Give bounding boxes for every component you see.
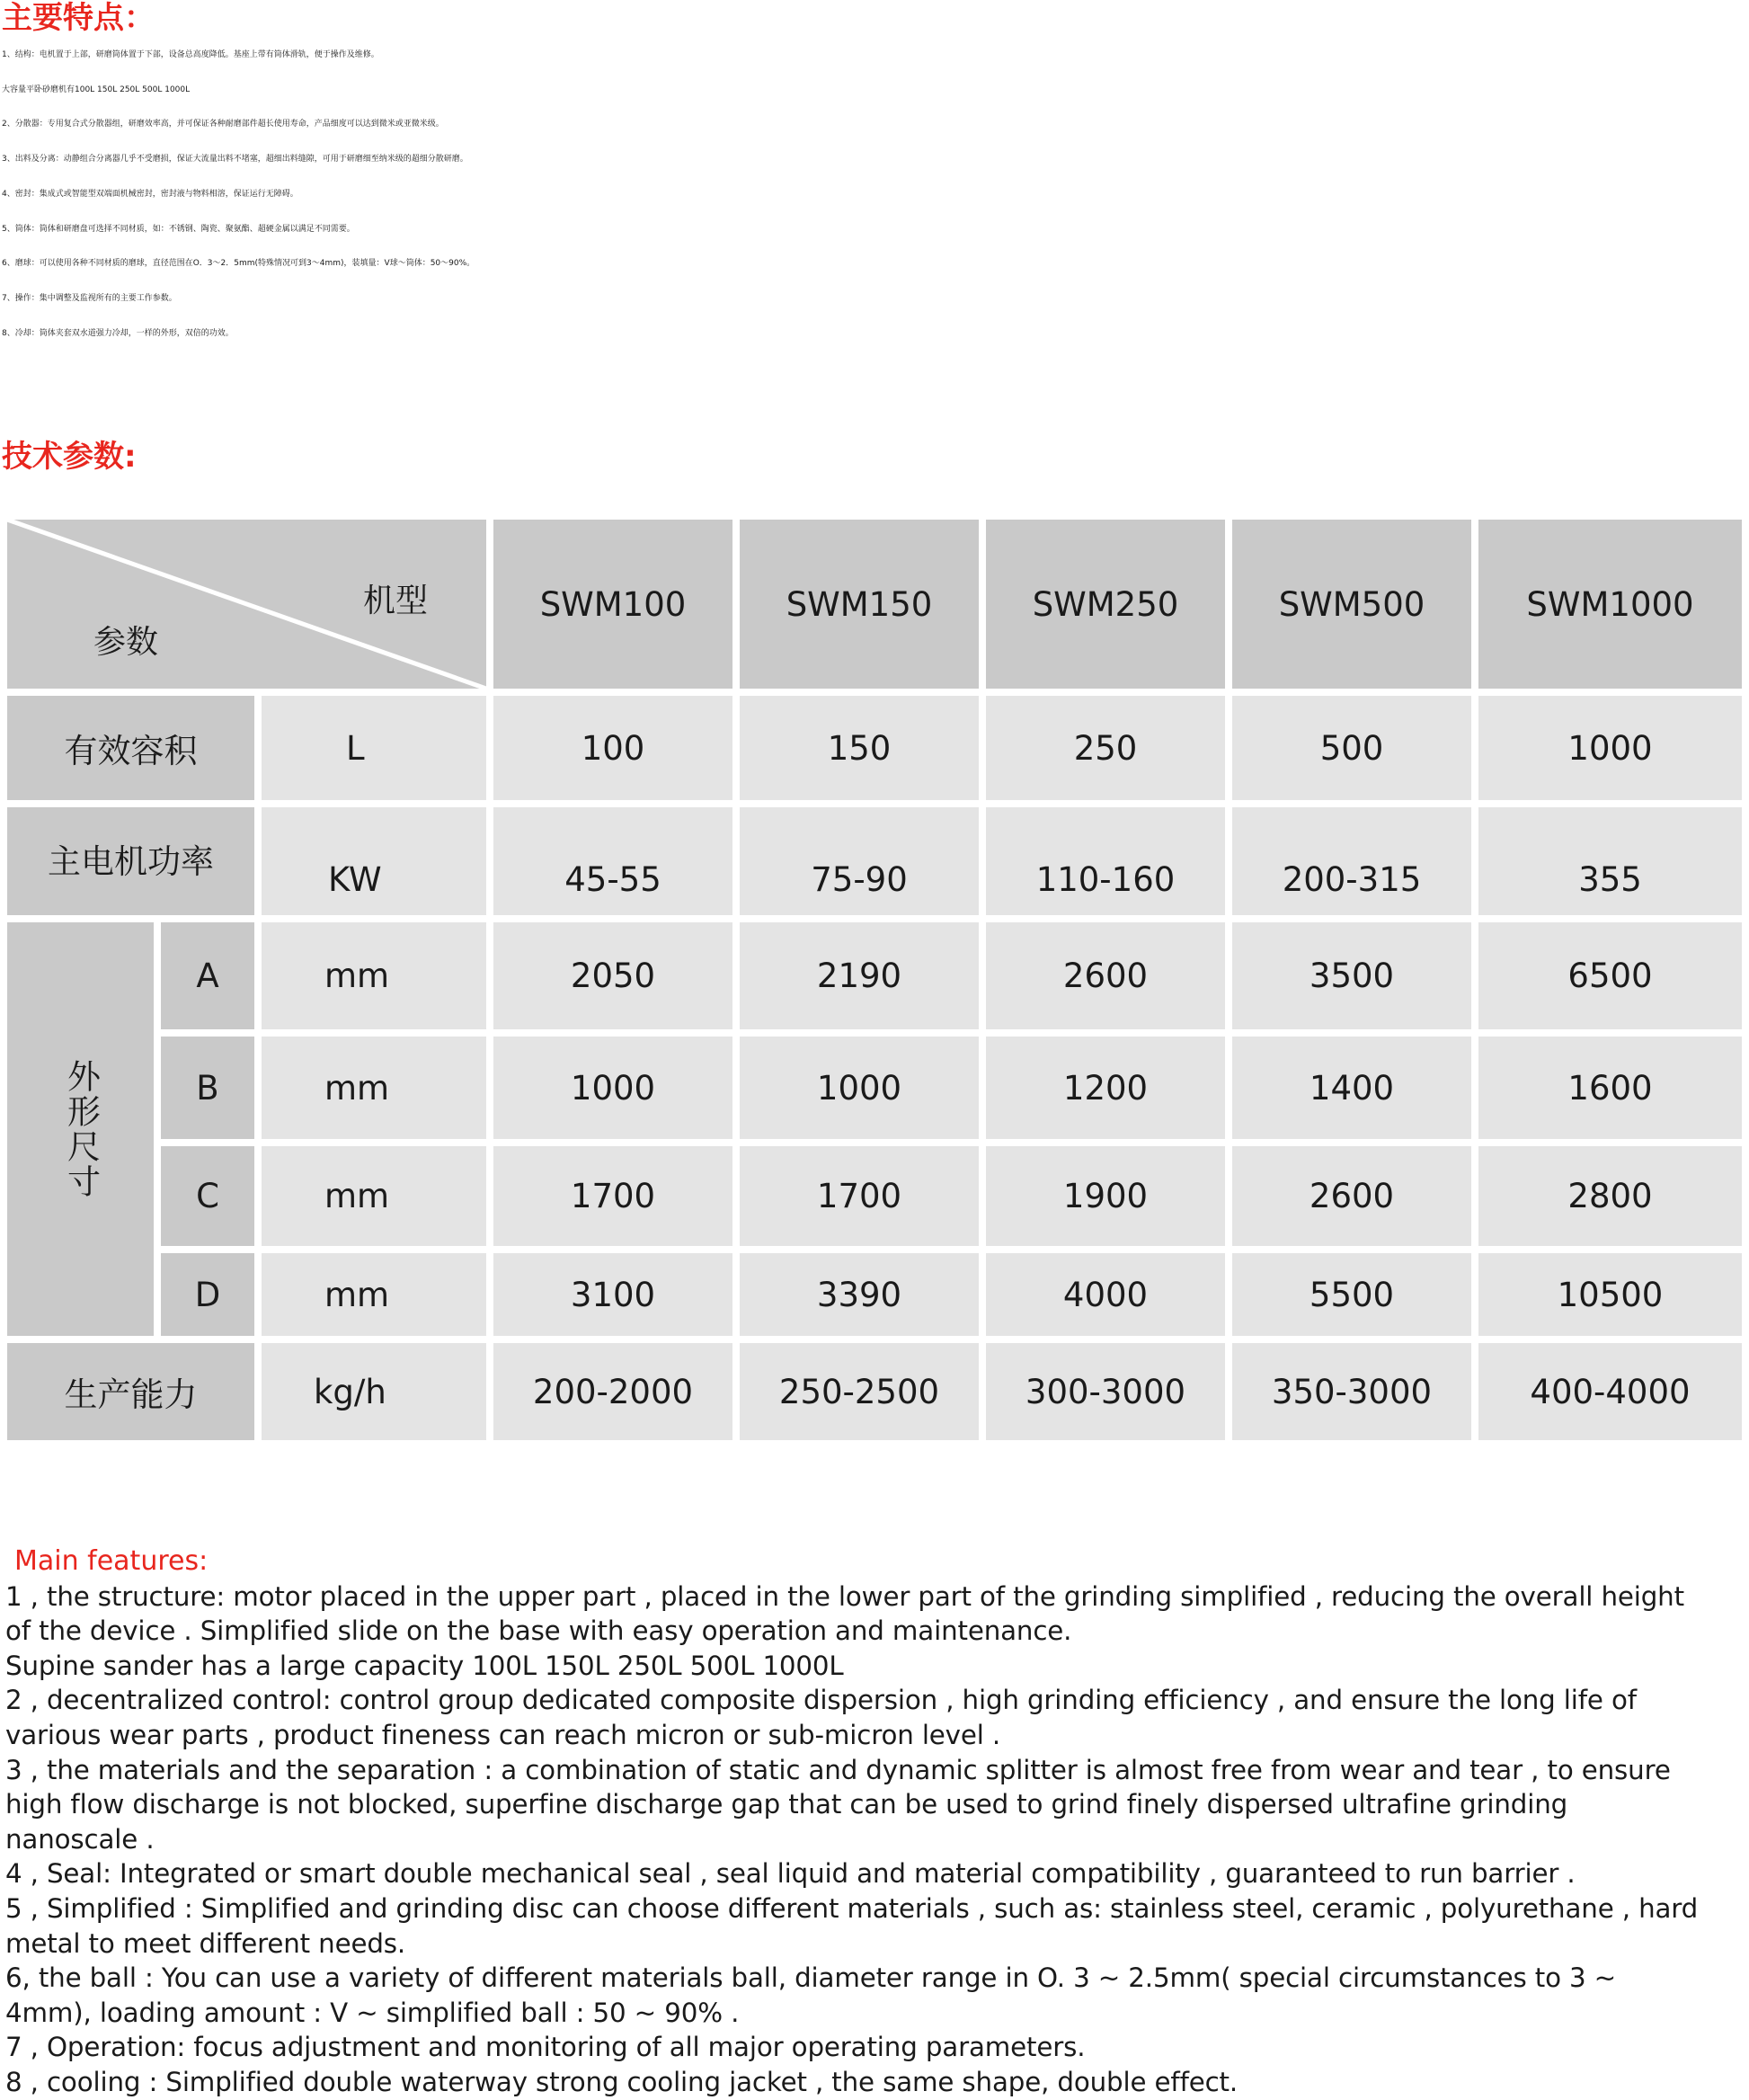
dim-key-text: B [196,1068,219,1108]
unit-text: mm [324,957,390,995]
value-cell [740,922,979,1029]
value-text: 250-2500 [778,1372,940,1411]
value-cell [740,1037,979,1139]
value-text: 2800 [1567,1177,1653,1215]
value-cell [740,1146,979,1246]
value-cell [493,922,732,1029]
value-cell [986,1037,1225,1139]
value-cell [986,696,1225,800]
value-cell [493,1343,732,1440]
value-text: 350-3000 [1271,1372,1433,1411]
value-cell [1232,1343,1471,1440]
value-text: 1700 [570,1177,656,1215]
value-text: 4000 [1062,1275,1149,1314]
row-label-text: 有效容积 [64,732,198,770]
value-text: 2600 [1062,957,1149,995]
value-cell [1478,1343,1742,1440]
value-cell [1478,1253,1742,1336]
dim-key-cell [161,922,254,1029]
value-text: 5500 [1309,1275,1395,1314]
feature-line-en: 2 , decentralized control: control group dedicated composite dispersion , high grinding efficiency , and ensure the long life of [5,1685,1637,1716]
unit-cell [262,922,486,1029]
value-text: 1000 [1567,728,1653,768]
value-text: 10500 [1557,1275,1664,1314]
value-cell [493,807,732,915]
value-text: 1600 [1567,1068,1653,1108]
model-name: SWM1000 [1526,584,1694,624]
unit-text: L [346,728,365,768]
corner-header [7,520,486,689]
value-cell [740,696,979,800]
feature-line-en: 4 , Seal: Integrated or smart double mechanical seal , seal liquid and material compatibility , guaranteed to run barrier . [5,1858,1576,1890]
feature-line-en: metal to meet different needs. [5,1927,406,1959]
model-header [1232,520,1471,689]
unit-cell [262,1037,486,1139]
feature-line: 3、出料及分离：动静组合分离器几乎不受磨损，保证大流量出料不堵塞，超细出料缝隙，可用于研磨细至纳米级的超细分散研磨。 [2,155,468,165]
param-axis-label: 参数 [93,624,159,661]
unit-text: kg/h [314,1372,386,1411]
value-text: 1700 [816,1177,902,1215]
features-heading-en: Main features: [14,1545,209,1577]
specs-heading: 技术参数: [2,439,137,475]
feature-line: 6、磨球：可以使用各种不同材质的磨球，直径范围在O．3～2．5mm(特殊情况可到3～4mm)，装填量：V球～筒体：50～90%。 [2,259,475,269]
value-cell [740,807,979,915]
row-label-text: 主电机功率 [48,842,214,881]
value-text: 3100 [570,1275,656,1314]
unit-text: mm [324,1275,390,1314]
value-cell [1478,1037,1742,1139]
value-text: 1200 [1062,1068,1149,1108]
unit-text: mm [324,1177,390,1215]
value-cell [1232,922,1471,1029]
value-text: 1400 [1309,1068,1395,1108]
feature-line-en: various wear parts , product fineness can reach micron or sub-micron level . [5,1719,1001,1750]
features-list-en [5,1544,1745,2100]
dim-key-text: A [196,957,219,995]
model-axis-label: 机型 [363,583,429,619]
value-cell [740,1253,979,1336]
value-cell [1478,1146,1742,1246]
feature-line: 1、结构：电机置于上部，研磨筒体置于下部，设备总高度降低。基座上带有筒体滑轨，便于操作及维修。 [2,50,379,59]
dim-key-cell [161,1253,254,1336]
value-cell [986,1146,1225,1246]
value-cell [986,807,1225,915]
row-label-volume [7,696,254,800]
value-text: 1900 [1062,1177,1149,1215]
feature-line-en: Supine sander has a large capacity 100L 150L 250L 500L 1000L [5,1650,844,1681]
model-header [740,520,979,689]
value-text: 1000 [816,1068,902,1108]
value-text: 200-2000 [532,1372,694,1411]
value-text: 2600 [1309,1177,1395,1215]
value-text: 500 [1319,728,1384,768]
value-cell [493,696,732,800]
model-header [493,520,732,689]
feature-line-en: 6, the ball : You can use a variety of different materials ball, diameter range in O. 3 ~ 2.5mm( special circumstances to 3 ~ [5,1962,1617,1994]
feature-line: 2、分散器：专用复合式分散器组，研磨效率高，并可保证各种耐磨部件超长使用寿命，产品细度可以达到微米或亚微米级。 [2,120,444,129]
value-text: 300-3000 [1025,1372,1186,1411]
value-text: 2050 [570,957,656,995]
value-text: 110-160 [1035,860,1176,899]
value-text: 3500 [1309,957,1395,995]
value-text: 200-315 [1282,860,1422,899]
value-text: 1000 [570,1068,656,1108]
model-header [1478,520,1742,689]
feature-line: 8、冷却：筒体夹套双水道强力冷却，一样的外形，双倍的功效。 [2,328,234,338]
dim-key-text: D [194,1275,221,1314]
value-text: 75-90 [811,860,908,899]
value-cell [493,1146,732,1246]
row-label-text: 外形尺寸 [61,1059,101,1199]
value-cell [1232,1146,1471,1246]
value-cell [1478,807,1742,915]
value-cell [986,1343,1225,1440]
value-cell [1232,1253,1471,1336]
unit-cell [262,1343,486,1440]
value-cell [493,1037,732,1139]
dim-key-cell [161,1146,254,1246]
dim-key-text: C [196,1177,219,1215]
feature-line-en: of the device . Simplified slide on the base with easy operation and maintenance. [5,1615,1072,1647]
row-label-power [7,807,254,915]
value-cell [1478,922,1742,1029]
value-text: 250 [1073,728,1138,768]
row-label-capacity [7,1343,254,1440]
value-text: 6500 [1567,957,1653,995]
unit-text: KW [328,860,382,899]
unit-text: mm [324,1068,390,1108]
unit-cell [262,807,486,915]
model-header [986,520,1225,689]
feature-line: 5、筒体：筒体和研磨盘可选择不同材质，如：不锈钢、陶瓷、聚氨酯、超硬金属以满足不同需要。 [2,224,355,234]
feature-line: 4、密封：集成式或智能型双端面机械密封，密封液与物料相溶，保证运行无障碍。 [2,189,298,199]
value-cell [740,1343,979,1440]
features-heading-zh: 主要特点： [2,0,155,36]
feature-line: 大容量平卧砂磨机有100L 150L 250L 500L 1000L [2,85,191,94]
value-cell [1232,807,1471,915]
value-cell [986,1253,1225,1336]
feature-line-en: 3 , the materials and the separation : a combination of static and dynamic splitter is almost free from wear and tear , to ensure [5,1754,1671,1785]
value-cell [1232,1037,1471,1139]
feature-line-en: 1 , the structure: motor placed in the upper part , placed in the lower part of the grinding simplified , reducing the overall height [5,1580,1684,1612]
unit-cell [262,1146,486,1246]
value-cell [986,922,1225,1029]
row-label-text: 生产能力 [64,1375,198,1414]
value-cell [1478,696,1742,800]
value-text: 400-4000 [1530,1372,1691,1411]
value-text: 2190 [816,957,902,995]
model-name: SWM150 [786,584,933,624]
model-name: SWM100 [539,584,687,624]
value-text: 150 [827,728,892,768]
dim-key-cell [161,1037,254,1139]
value-cell [493,1253,732,1336]
unit-cell [262,696,486,800]
value-text: 45-55 [564,860,661,899]
value-text: 100 [581,728,645,768]
model-name: SWM500 [1278,584,1425,624]
feature-line: 7、操作：集中调整及监视所有的主要工作参数。 [2,293,177,303]
feature-line-en: 7 , Operation: focus adjustment and monitoring of all major operating parameters. [5,2032,1086,2063]
feature-line-en: 8 , cooling : Simplified double waterway strong cooling jacket , the same shape, double effect. [5,2066,1239,2097]
value-text: 3390 [816,1275,902,1314]
row-label-dimensions [7,922,154,1336]
feature-line-en: high flow discharge is not blocked, superfine discharge gap that can be used to grind finely dispersed ultrafine grinding [5,1789,1568,1820]
feature-line-en: 4mm), loading amount : V ~ simplified ball : 50 ~ 90% . [5,1997,740,2028]
feature-line-en: 5 , Simplified : Simplified and grinding disc can choose different materials , such as: stainless steel, ceramic , polyurethane , hard [5,1892,1699,1924]
unit-cell [262,1253,486,1336]
model-name: SWM250 [1032,584,1179,624]
value-text: 355 [1578,860,1642,899]
feature-line-en: nanoscale . [5,1823,155,1855]
value-cell [1232,696,1471,800]
